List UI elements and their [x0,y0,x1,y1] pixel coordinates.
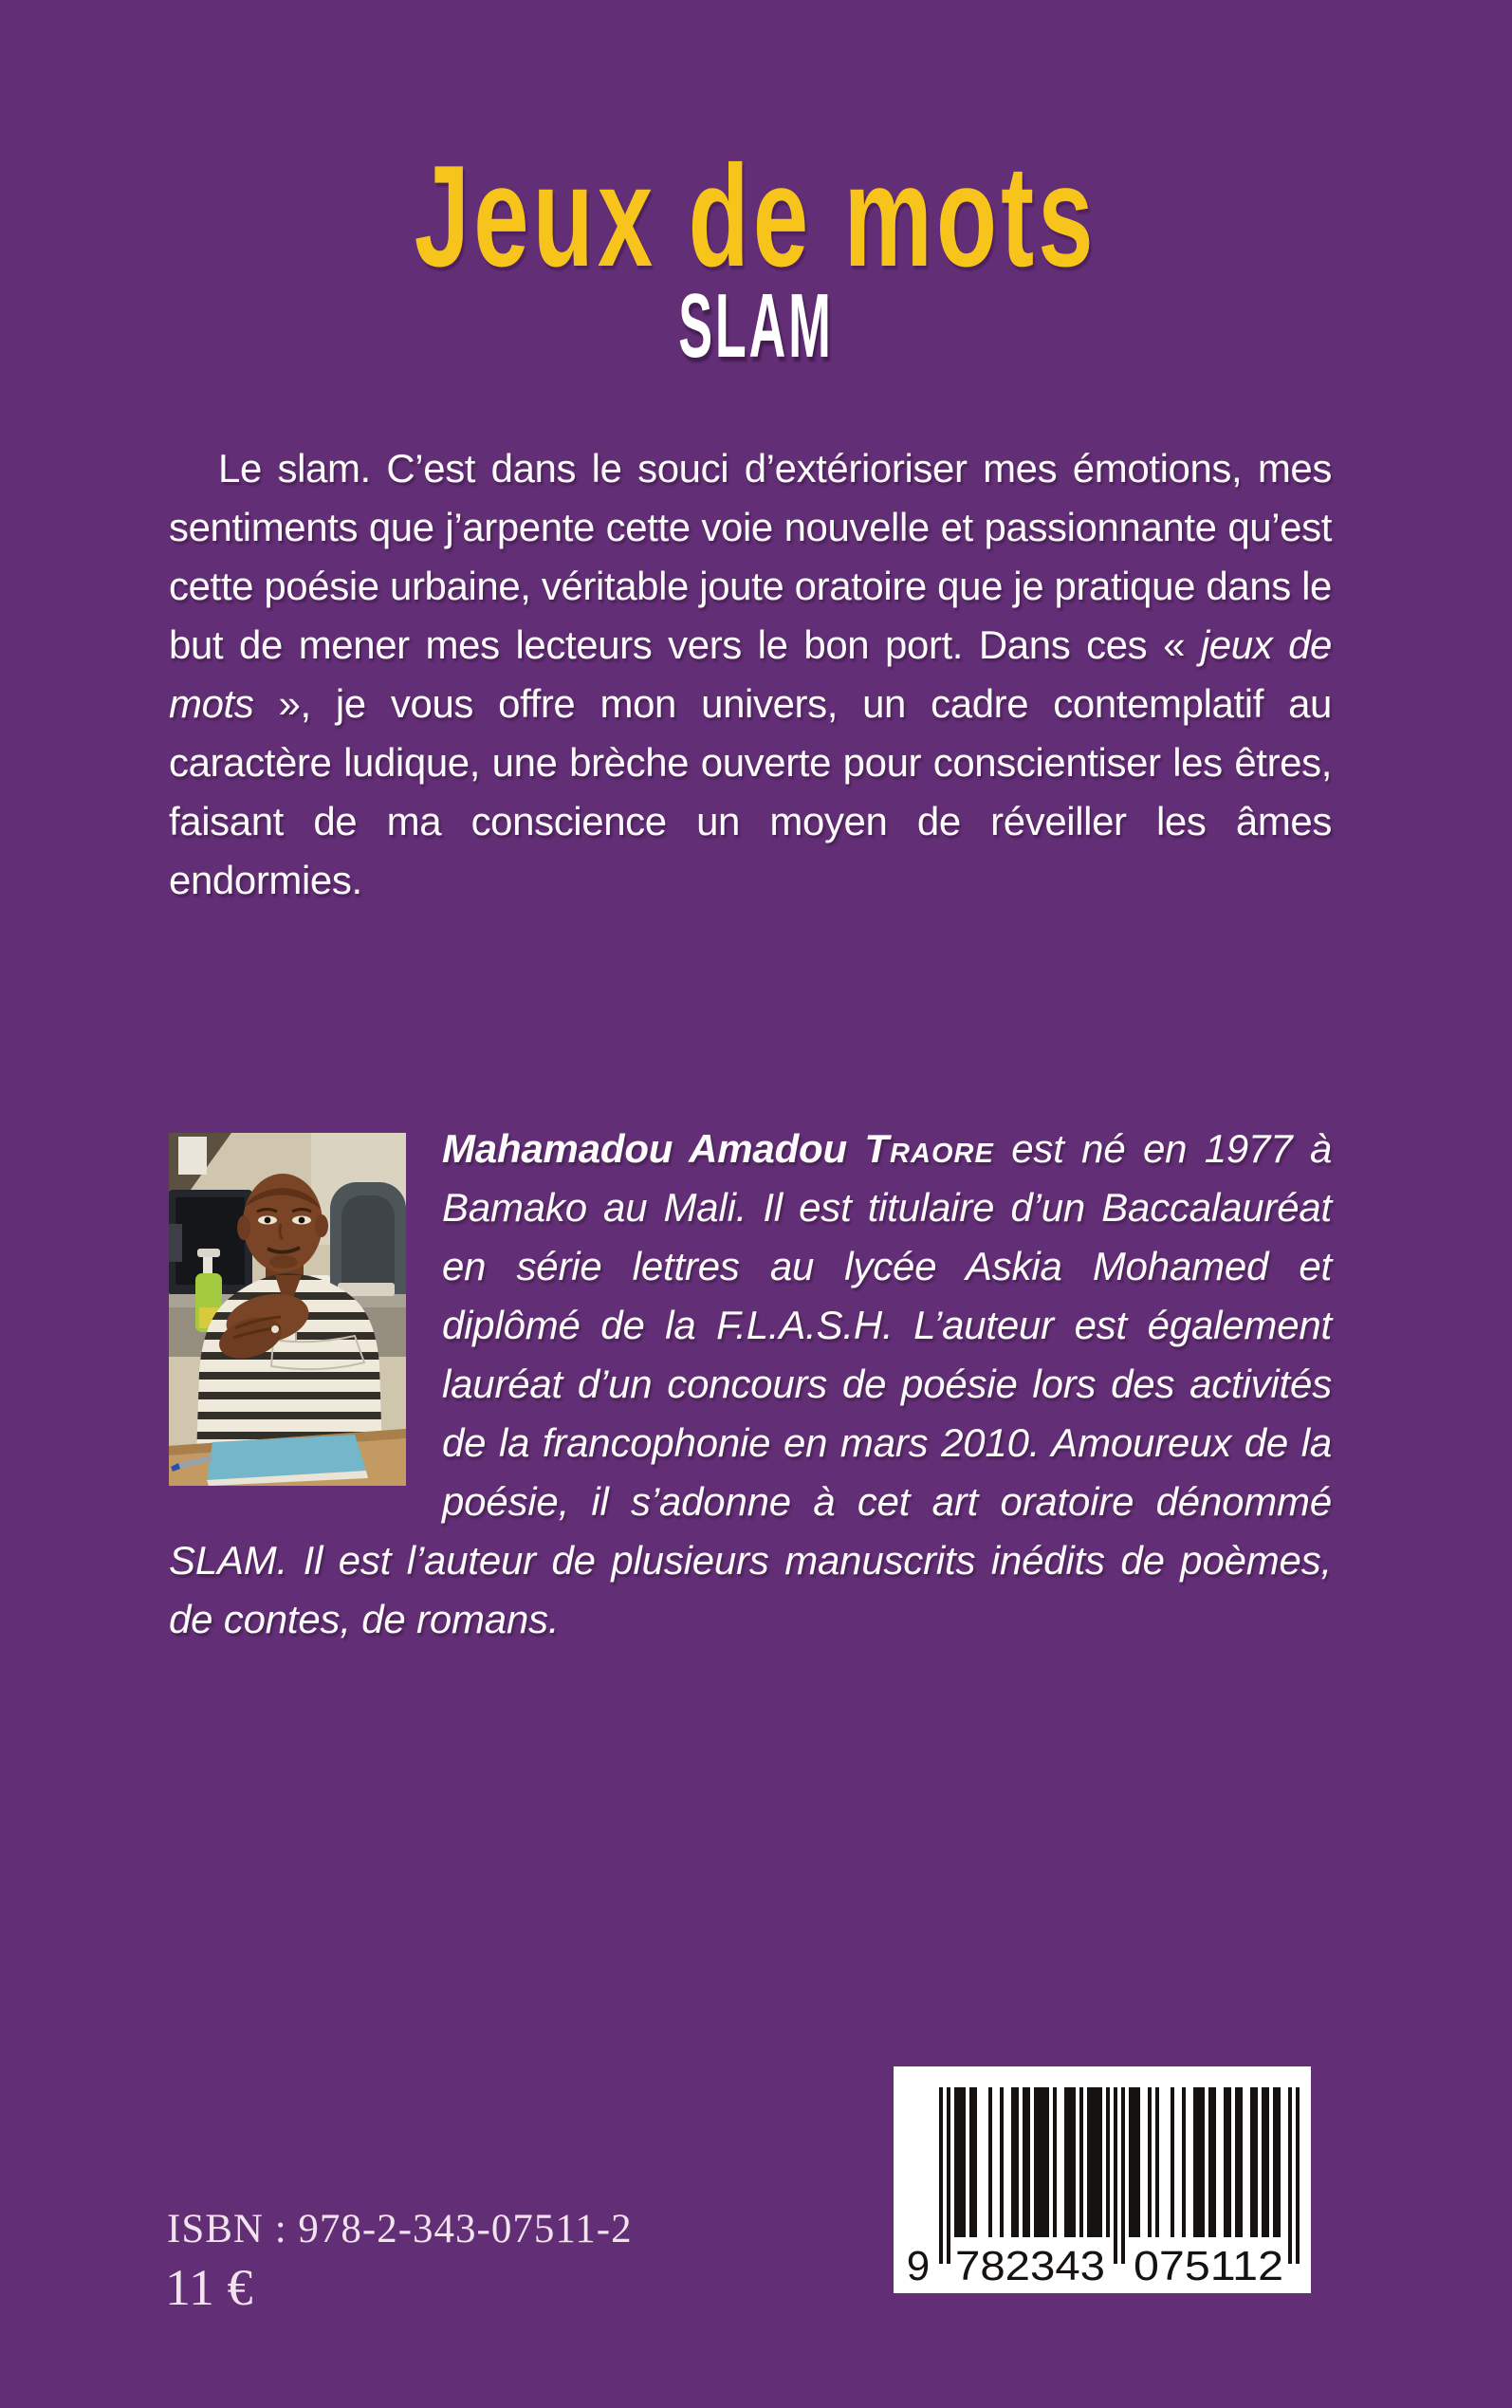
synopsis-paragraph: Le slam. C’est dans le souci d’extérioriser mes émotions, mes sentiments que j’arpente cette voie nouvelle et passionnante qu’est cette poésie urbaine, véritable joute oratoire que je pratique dans le but de mener mes lecteurs vers le bon port. Dans ces « jeux de mots », je vous offre mon univers, un cadre contemplatif au caractère ludique, une brèche ouverte pour conscientiser les êtres, faisant de ma conscience un moyen de réveiller les âmes endormies. [169,446,1333,902]
wall-paper [178,1137,207,1175]
folded-arm [271,1336,364,1369]
author-bio [169,1120,1332,1649]
svg-text:9: 9 [906,2243,931,2289]
author-photo-illustration [169,1133,406,1486]
svg-text:075112: 075112 [1134,2243,1283,2289]
author-bio-text: Mahamadou Amadou Traore est né en 1977 à Bamako au Mali. Il est titulaire d’un Baccalauréat en série lettres au lycée Askia Mohamed et diplômé de la F.L.A.S.H. L’auteur est également lauréat d’un concours de poésie lors des activités de la francophonie en mars 2010. Amoureux de la poésie, il s’adonne à cet art oratoire dénommé SLAM. Il est l’auteur de plusieurs manuscrits inédits de poèmes, de contes, de romans. [169,1126,1332,1641]
barcode-svg [894,2066,1311,2293]
book-title [0,136,1512,297]
isbn-text: ISBN : 978-2-343-07511-2 [167,2207,633,2251]
book-subtitle-text: SLAM [678,275,834,377]
book-subtitle [0,275,1512,377]
price-text: 11 € [165,2259,253,2316]
svg-text:782343: 782343 [955,2243,1105,2289]
book-title-text: Jeux de mots [415,136,1097,297]
author-photo [169,1133,406,1486]
barcode [894,2066,1311,2293]
blue-notebook [207,1435,368,1486]
